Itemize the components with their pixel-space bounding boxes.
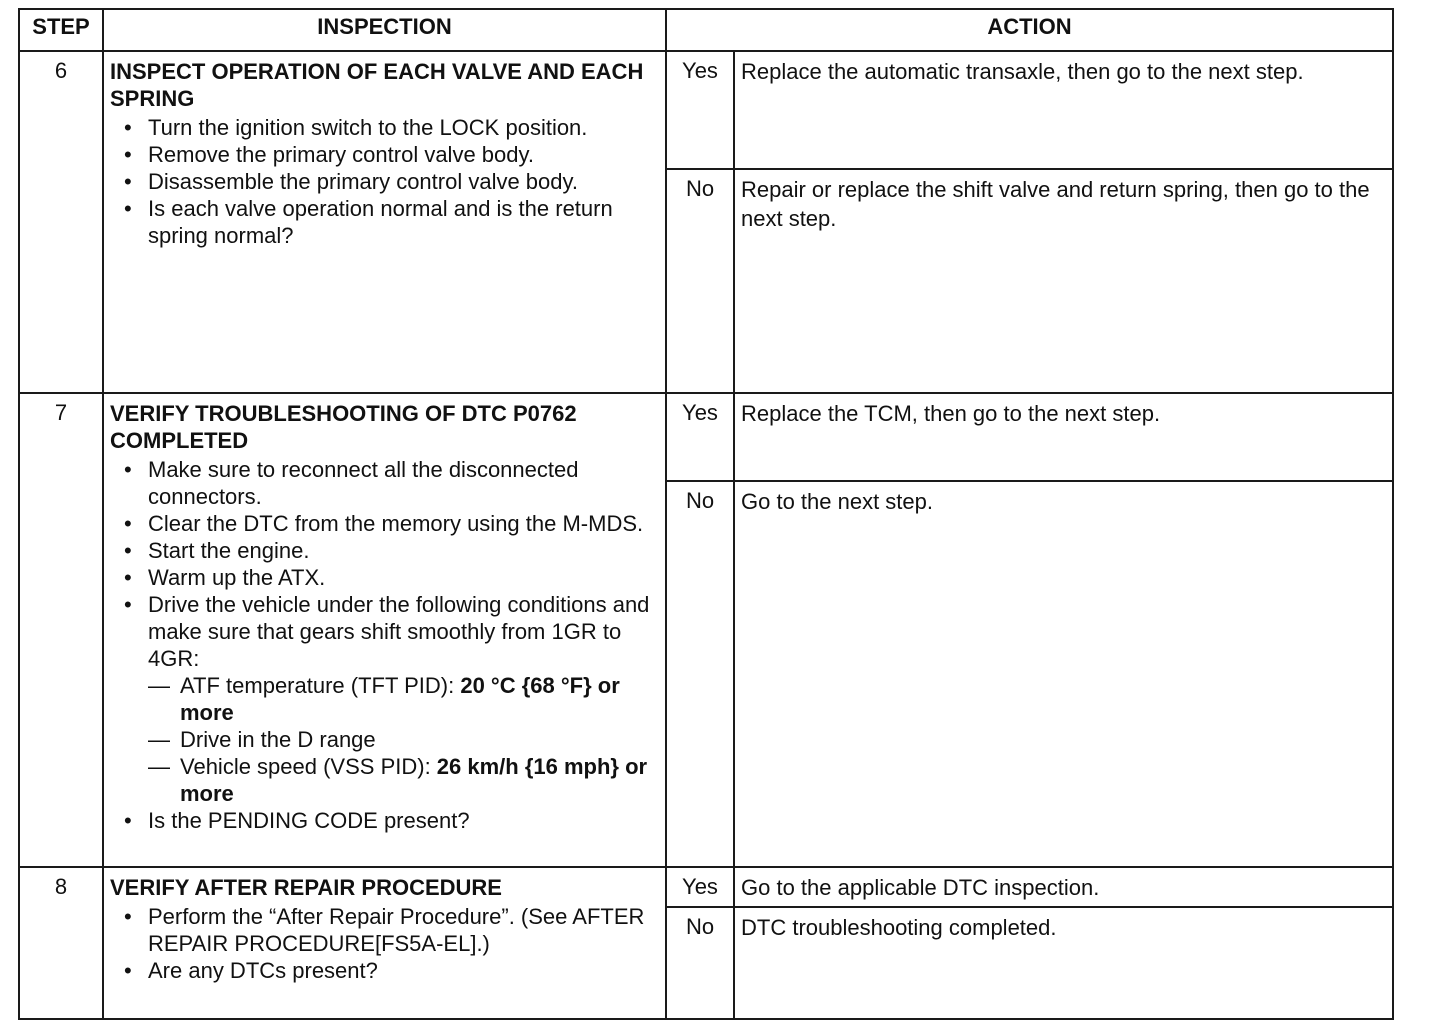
inspection-title: INSPECT OPERATION OF EACH VALVE AND EACH SPRING: [110, 59, 644, 111]
step-header: STEP: [19, 9, 103, 51]
list-item: • Perform the “After Repair Procedure”. (See AFTER REPAIR PROCEDURE[FS5A-EL].): [110, 903, 657, 957]
list-item: • Turn the ignition switch to the LOCK position.: [110, 114, 657, 141]
no-action: Repair or replace the shift valve and return spring, then go to the next step.: [734, 169, 1393, 393]
inspection-title: VERIFY TROUBLESHOOTING OF DTC P0762 COMPLETED: [110, 401, 577, 453]
inspection-cell: [103, 51, 666, 393]
no-label: No: [666, 481, 734, 867]
condition-item: [110, 672, 657, 726]
step-7-yes-row: [19, 393, 1393, 481]
list-item: • Disassemble the primary control valve body.: [110, 168, 657, 195]
step-number: 8: [19, 867, 103, 1019]
list-item: • Make sure to reconnect all the disconnected connectors.: [110, 456, 657, 510]
list-item: • Drive the vehicle under the following conditions and make sure that gears shift smoothly from 1GR to 4GR:: [110, 591, 657, 672]
no-label: No: [666, 907, 734, 1019]
action-header: ACTION: [666, 9, 1393, 51]
condition-value: 20 °C {68 °F} or more: [180, 673, 620, 725]
inspection-header: INSPECTION: [103, 9, 666, 51]
step-6-yes-row: [19, 51, 1393, 169]
inspection-cell: [103, 867, 666, 1019]
list-item: • Are any DTCs present?: [110, 957, 657, 984]
list-item: • Is the PENDING CODE present?: [110, 807, 657, 834]
condition-text: Drive in the D range: [180, 727, 376, 752]
no-label: No: [666, 169, 734, 393]
inspection-list: [110, 903, 657, 984]
list-item: • Start the engine.: [110, 537, 657, 564]
condition-item: [110, 753, 657, 807]
inspection-list: [110, 114, 657, 249]
condition-value: 26 km/h {16 mph} or more: [180, 754, 648, 806]
yes-action: Go to the applicable DTC inspection.: [734, 867, 1393, 907]
no-action: Go to the next step.: [734, 481, 1393, 867]
step-number: 7: [19, 393, 103, 867]
condition-text: ATF temperature (TFT PID):: [180, 673, 461, 698]
header-row: [19, 9, 1393, 51]
list-item: • Remove the primary control valve body.: [110, 141, 657, 168]
yes-label: Yes: [666, 51, 734, 169]
list-item: • Is each valve operation normal and is the return spring normal?: [110, 195, 657, 249]
condition-item: [110, 726, 657, 753]
troubleshooting-table: [18, 8, 1394, 1020]
yes-label: Yes: [666, 867, 734, 907]
yes-action: Replace the automatic transaxle, then go to the next step.: [734, 51, 1393, 169]
inspection-title: VERIFY AFTER REPAIR PROCEDURE: [110, 875, 502, 900]
list-item: • Clear the DTC from the memory using the M-MDS.: [110, 510, 657, 537]
condition-text: Vehicle speed (VSS PID):: [180, 754, 437, 779]
step-8-yes-row: [19, 867, 1393, 907]
no-action: DTC troubleshooting completed.: [734, 907, 1393, 1019]
step-number: 6: [19, 51, 103, 393]
list-item: • Warm up the ATX.: [110, 564, 657, 591]
yes-label: Yes: [666, 393, 734, 481]
yes-action: Replace the TCM, then go to the next step.: [734, 393, 1393, 481]
inspection-cell: [103, 393, 666, 867]
inspection-list: [110, 456, 657, 834]
